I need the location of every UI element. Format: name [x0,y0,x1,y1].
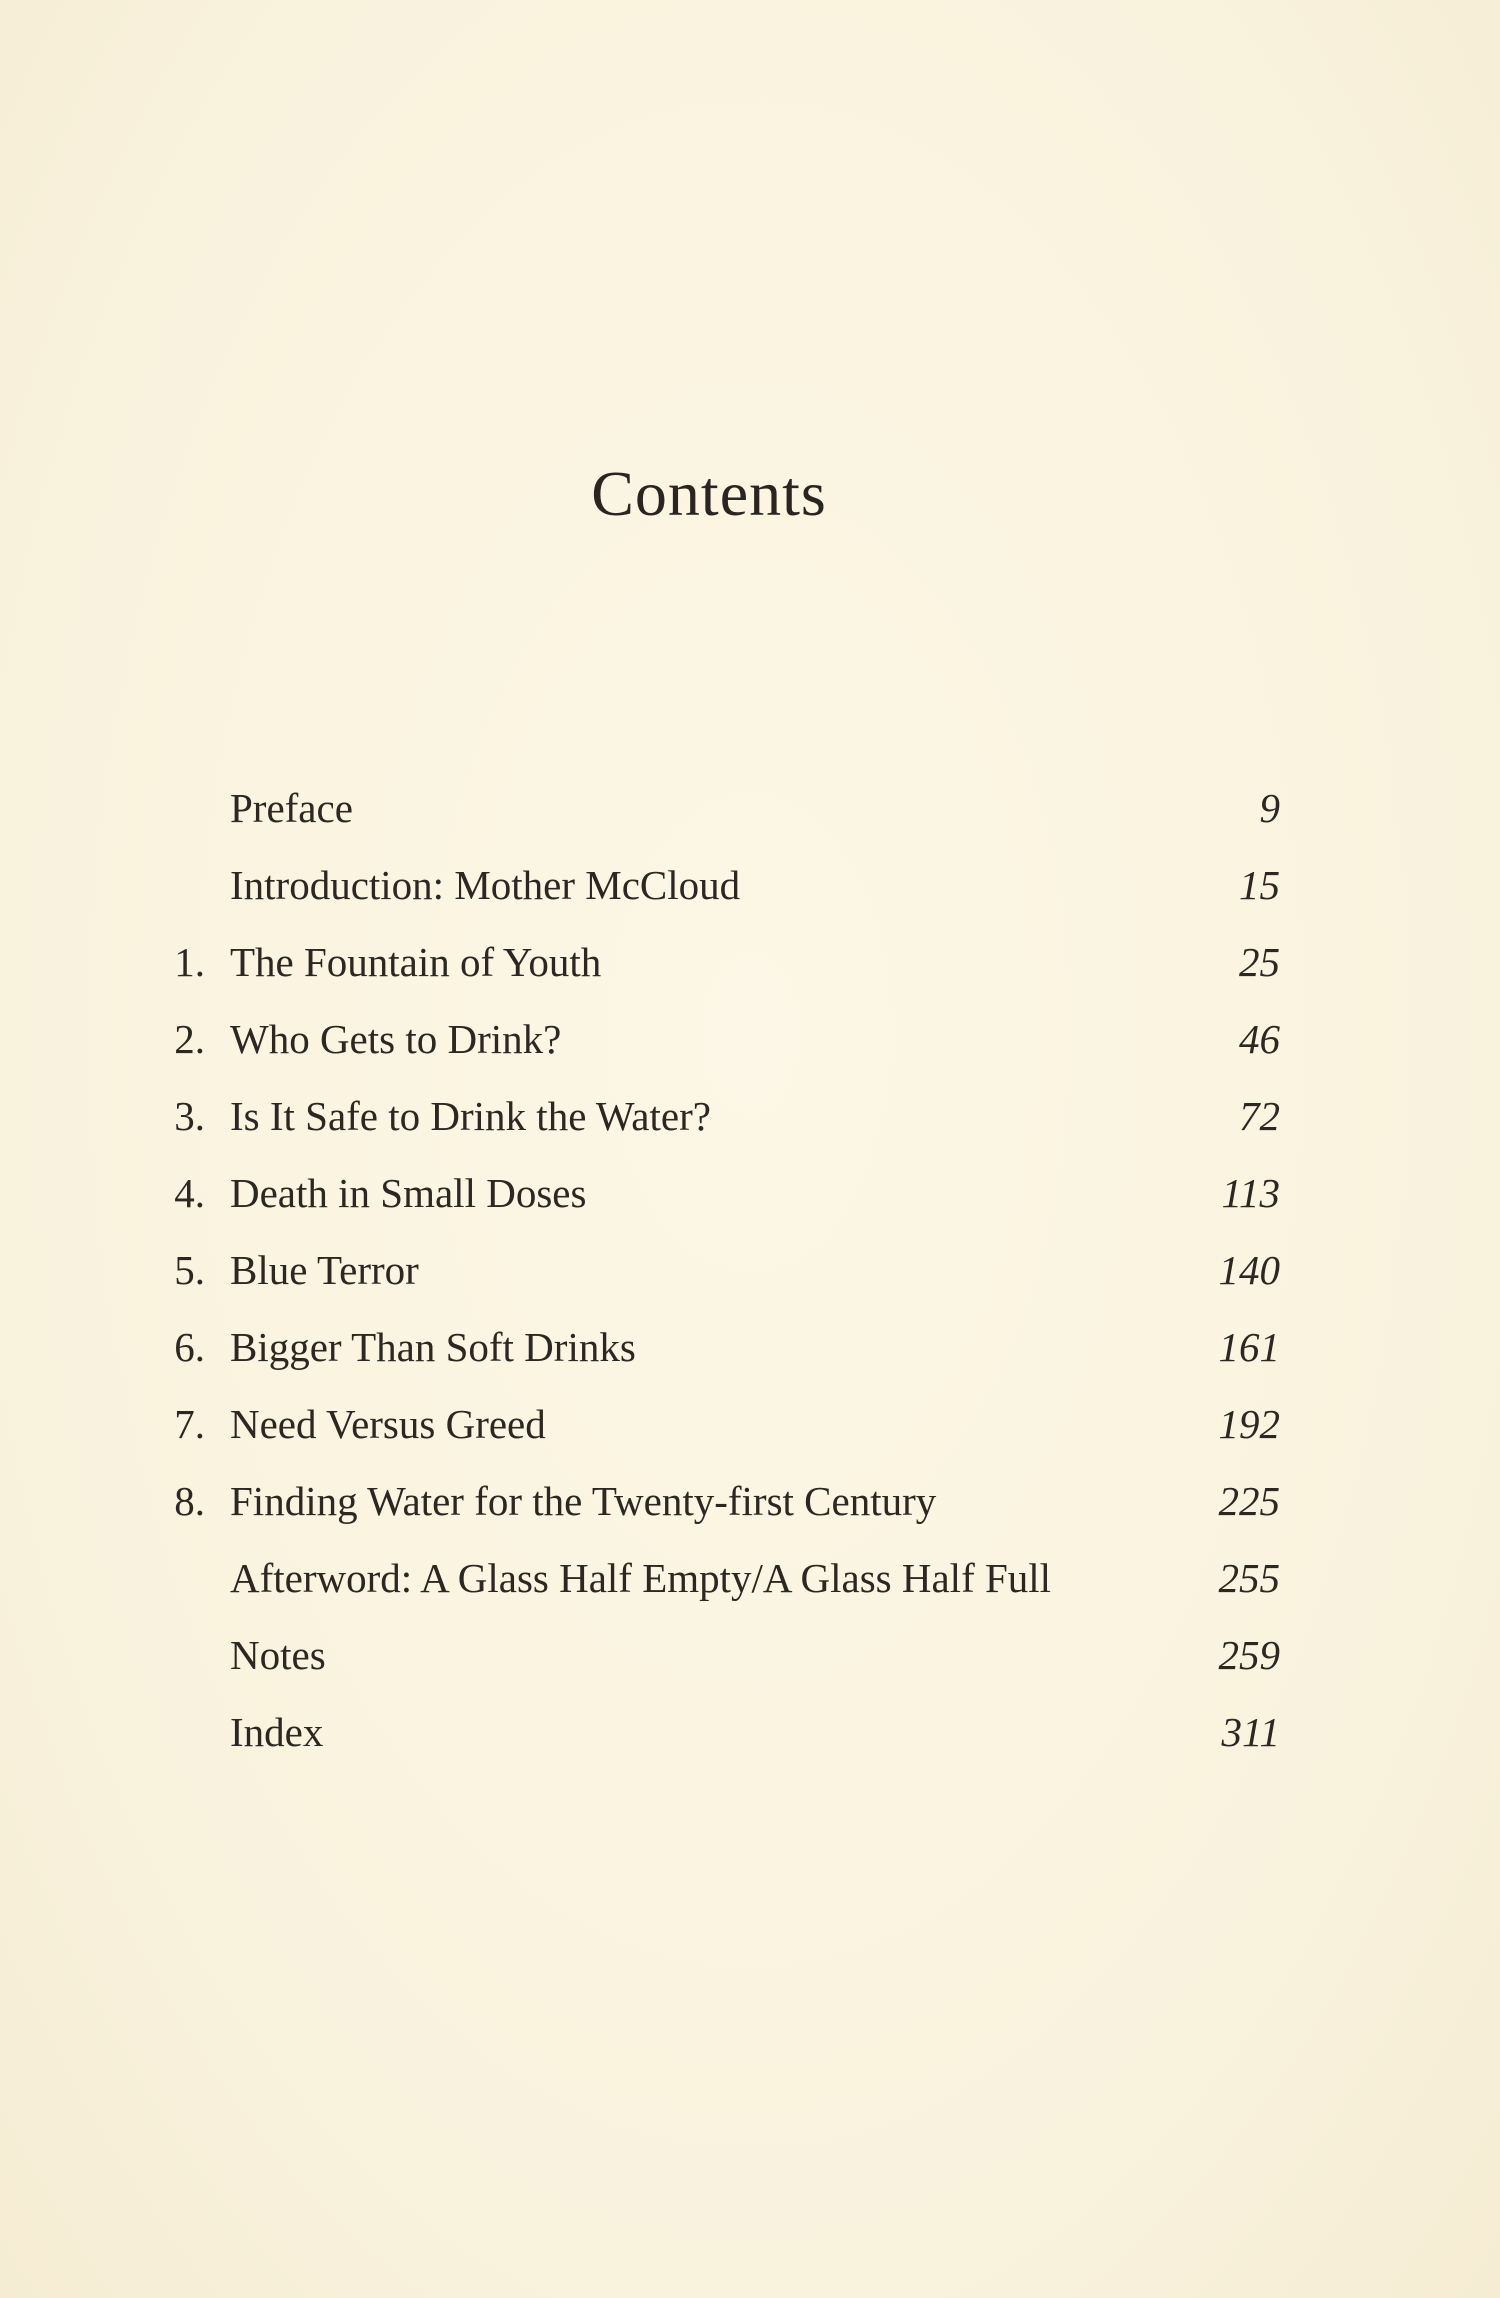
page-number: 46 [1239,1016,1280,1062]
page-number: 15 [1239,862,1280,908]
chapter-title: Death in Small Doses [230,1170,587,1216]
chapter-title: Bigger Than Soft Drinks [230,1324,636,1370]
chapter-number: 6. [174,1324,205,1370]
toc-entry [150,1232,1280,1309]
chapter-title: Who Gets to Drink? [230,1016,562,1062]
toc-entry [150,1001,1280,1078]
chapter-title: Afterword: A Glass Half Empty/A Glass Half Full [230,1555,1052,1601]
chapter-number: 2. [174,1016,205,1062]
page-title: Contents [591,458,827,529]
chapter-number: 3. [174,1093,205,1139]
chapter-number: 1. [174,939,205,985]
toc-entry [150,1386,1280,1463]
toc-entry [150,770,1280,847]
toc-entry [150,847,1280,924]
toc-entry [150,1540,1280,1617]
toc-entry [150,1309,1280,1386]
page-number: 311 [1221,1709,1280,1755]
toc-entry [150,1078,1280,1155]
page-number: 140 [1218,1247,1280,1293]
page-number: 259 [1218,1632,1280,1678]
page-number: 9 [1259,785,1280,831]
chapter-title: Introduction: Mother McCloud [230,862,741,908]
toc-entry [150,1155,1280,1232]
chapter-number: 5. [174,1247,205,1293]
chapter-title: Need Versus Greed [230,1401,546,1447]
chapter-title: Finding Water for the Twenty-first Century [230,1478,937,1524]
page-number: 113 [1221,1170,1280,1216]
page-number: 25 [1239,939,1280,985]
page-number: 72 [1239,1093,1280,1139]
chapter-number: 4. [174,1170,205,1216]
page-number: 225 [1218,1478,1280,1524]
page-number: 192 [1218,1401,1280,1447]
toc-entry [150,1617,1280,1694]
chapter-title: Index [230,1709,324,1755]
toc-entry [150,1463,1280,1540]
chapter-title: The Fountain of Youth [230,939,602,985]
toc-entry [150,924,1280,1001]
page-number: 161 [1218,1324,1280,1370]
chapter-number: 7. [174,1401,205,1447]
page-number: 255 [1218,1555,1280,1601]
table-of-contents [150,770,1280,1771]
chapter-title: Is It Safe to Drink the Water? [230,1093,711,1139]
chapter-title: Notes [230,1632,326,1678]
chapter-title: Blue Terror [230,1247,419,1293]
chapter-title: Preface [230,785,353,831]
toc-entry [150,1694,1280,1771]
chapter-number: 8. [174,1478,205,1524]
